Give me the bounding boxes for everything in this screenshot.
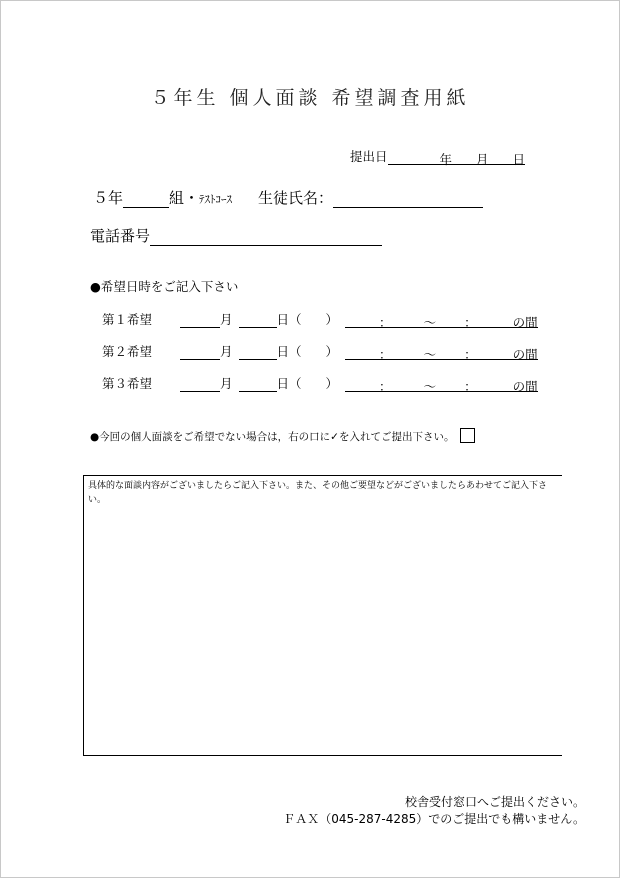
wish-month-blank[interactable] (180, 377, 220, 392)
wish-month-blank[interactable] (180, 313, 220, 328)
wish-time-range[interactable]: ： ～ ： の間 (345, 377, 538, 392)
footer-line-2: ＦＡＸ（045-287-4285）でのご提出でも構いません。 (283, 812, 585, 826)
student-info-row (93, 187, 483, 208)
phone-blank[interactable] (150, 229, 382, 246)
wish-close-paren: ） (325, 312, 339, 327)
day-label: 日 (512, 152, 526, 167)
wish-day-label: 日（ (276, 344, 302, 359)
student-name-label: 生徒氏名： (258, 189, 334, 207)
wish-section-heading: ●希望日時をご記入下さい (90, 279, 239, 294)
opt-out-row (90, 428, 475, 444)
submission-date-row (350, 147, 525, 165)
wish-day-label: 日（ (276, 376, 302, 391)
year-blank[interactable] (388, 150, 440, 165)
comment-box[interactable] (83, 475, 562, 756)
wish-day-blank[interactable] (239, 377, 277, 392)
student-name-blank[interactable] (333, 191, 483, 208)
wish-row-3 (102, 374, 538, 392)
phone-row (90, 225, 382, 246)
wish-month-label: 月 (220, 344, 233, 359)
month-label: 月 (476, 150, 513, 165)
comment-box-instructions: 具体的な面談内容がございましたらご記入下さい。また、その他ご要望などがございましたらあわせてご記入下さい。 (88, 481, 548, 505)
wish-month-blank[interactable] (180, 345, 220, 360)
class-suffix: 組・ (169, 189, 200, 207)
grade-label: ５年 (93, 189, 124, 207)
wish-label: 第３希望 (102, 376, 153, 391)
course-label: ﾃｽﾄｺｰｽ (199, 193, 233, 206)
wish-row-2 (102, 342, 538, 360)
wish-label: 第２希望 (102, 344, 153, 359)
footer-line-1: 校舎受付窓口へご提出ください。 (404, 795, 585, 809)
wish-month-label: 月 (220, 312, 233, 327)
opt-out-text: ●今回の個人面談をご希望でない場合は，右の口に✓を入れてご提出下さい。 (90, 431, 455, 443)
opt-out-checkbox[interactable] (460, 428, 475, 443)
wish-row-1 (102, 310, 538, 328)
submission-date-label: 提出日 (350, 149, 388, 164)
wish-day-label: 日（ (276, 312, 302, 327)
page-title: ５年生 個人面談 希望調査用紙 (150, 87, 470, 109)
wish-time-range[interactable]: ： ～ ： の間 (345, 345, 538, 360)
wish-close-paren: ） (325, 376, 339, 391)
class-blank[interactable] (123, 191, 169, 208)
wish-month-label: 月 (220, 376, 233, 391)
wish-day-blank[interactable] (239, 313, 277, 328)
wish-time-range[interactable]: ： ～ ： の間 (345, 313, 538, 328)
wish-close-paren: ） (325, 344, 339, 359)
wish-day-blank[interactable] (239, 345, 277, 360)
phone-label: 電話番号 (90, 227, 151, 245)
year-label: 年 (440, 150, 477, 165)
wish-label: 第１希望 (102, 312, 153, 327)
